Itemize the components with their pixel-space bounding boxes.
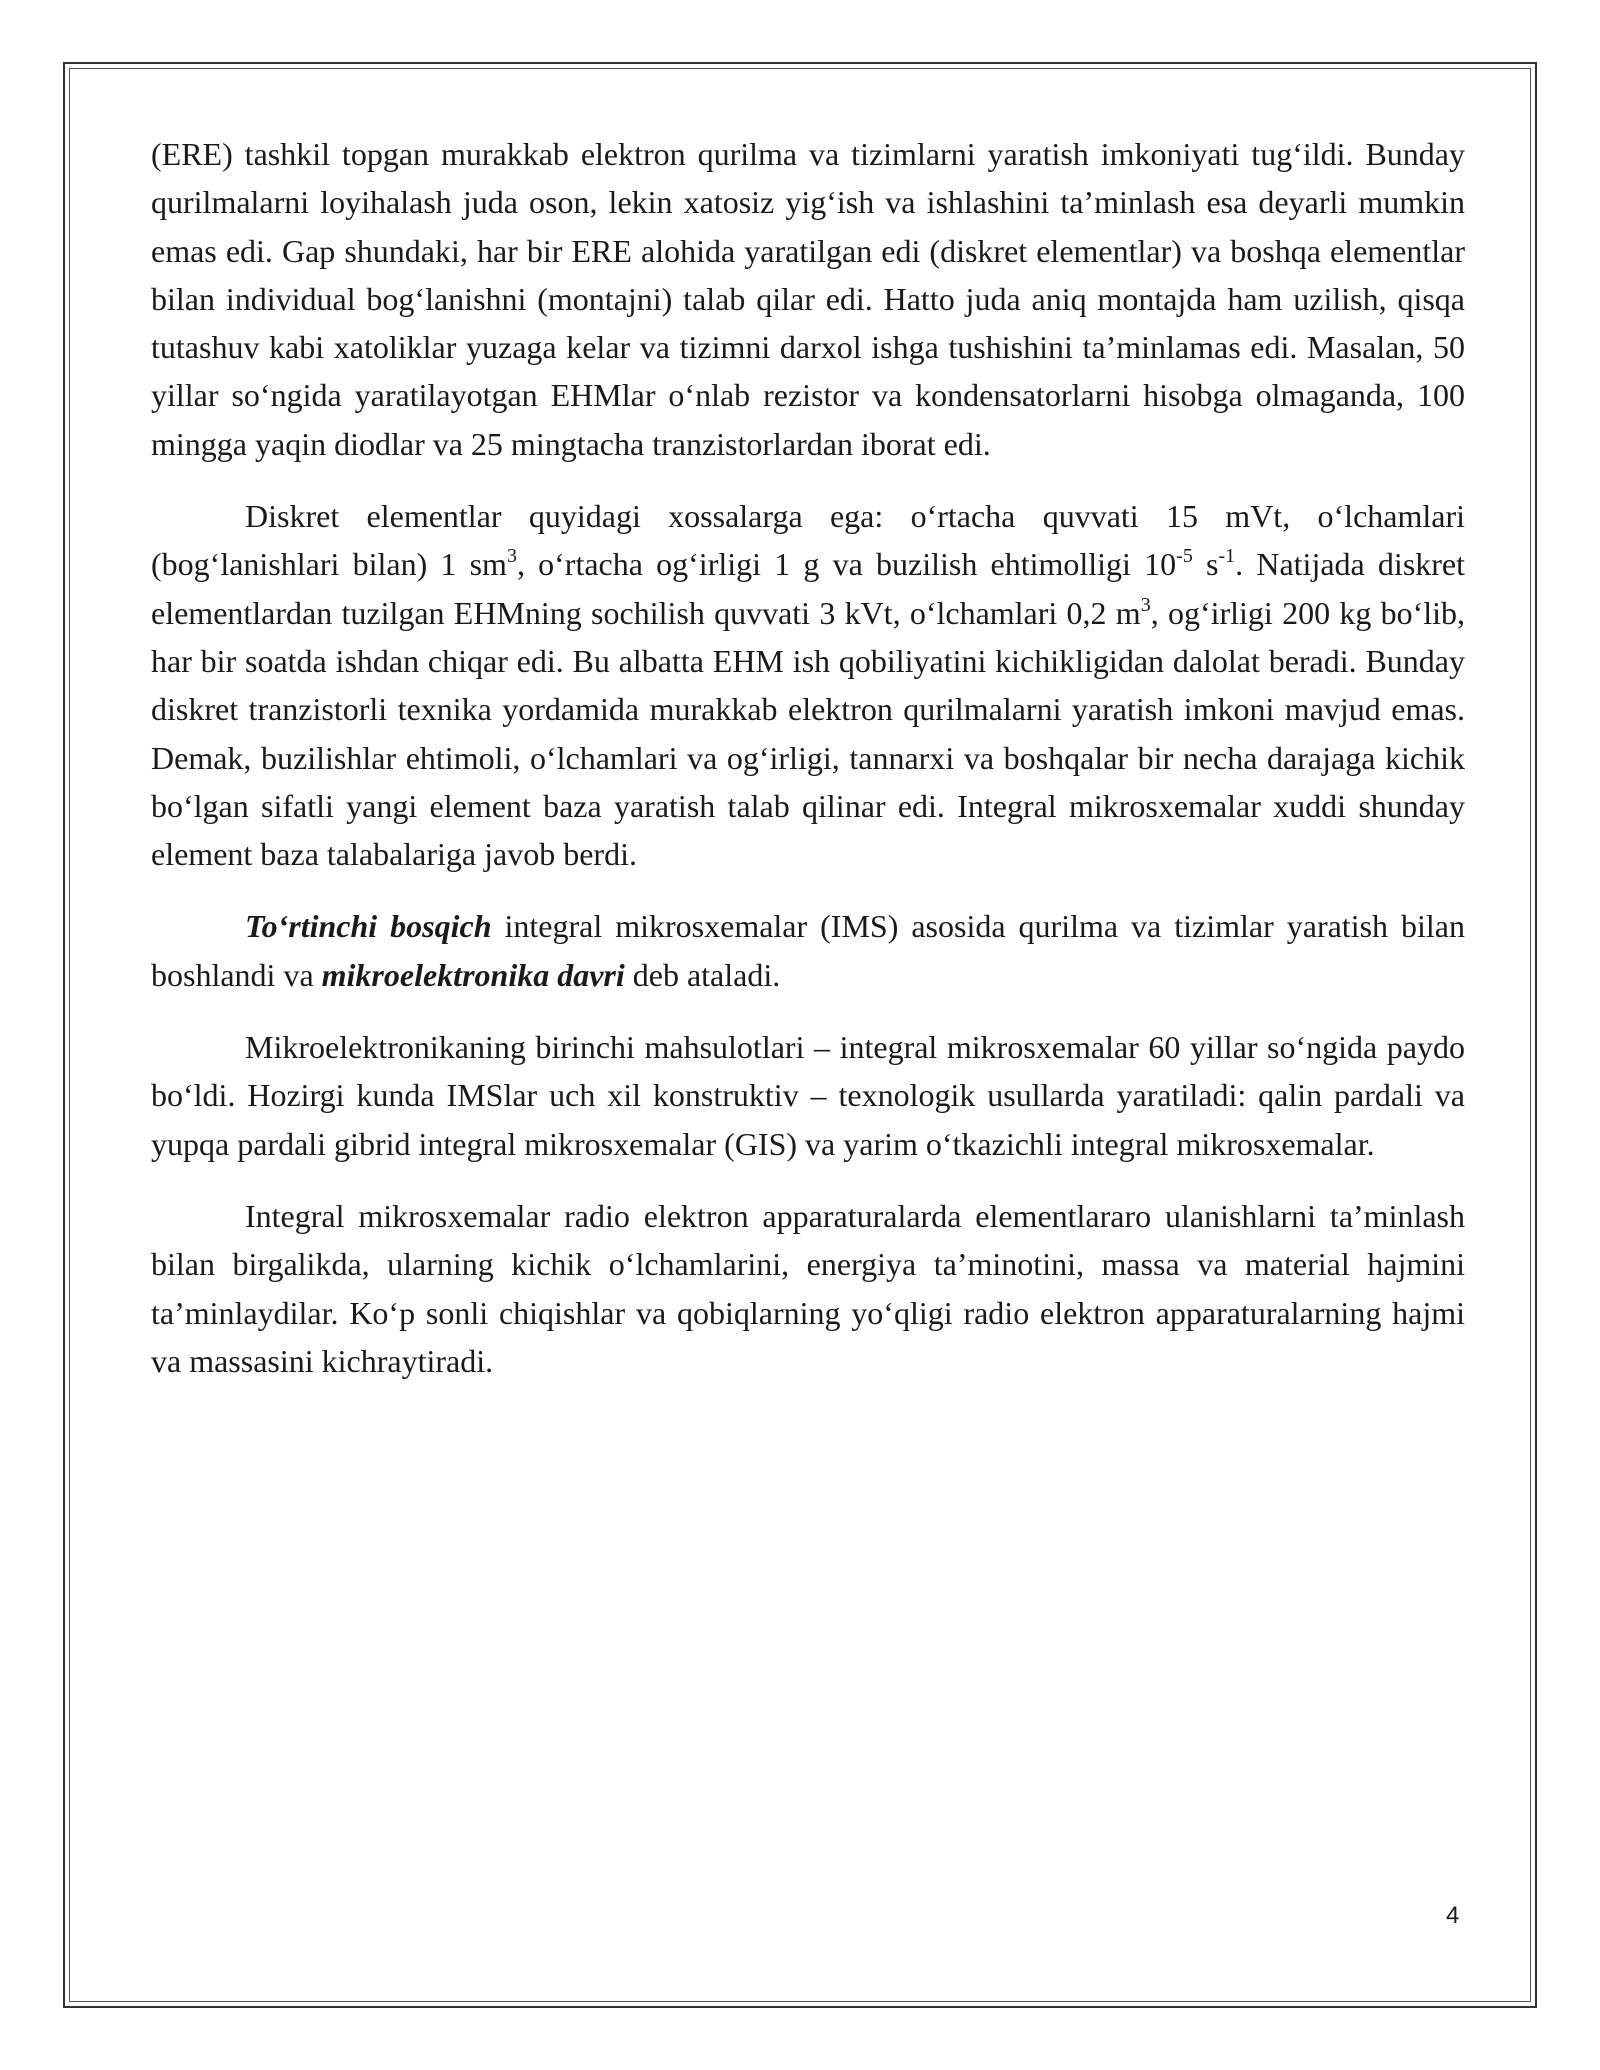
paragraph-2-text-d: . Natijada diskret elementlardan tuzilgan EHMning sochilish quvvati 3 kVt, o‘lchamlari 0,2 m [151, 546, 1466, 631]
superscript-per-second: -1 [1218, 545, 1236, 568]
emphasis-fourth-stage: To‘rtinchi bosqich [245, 908, 492, 945]
superscript-exponent: -5 [1176, 545, 1193, 568]
page-number: 4 [1446, 1902, 1460, 1929]
paragraph-2 [151, 492, 1465, 878]
paragraph-2-text-e: , og‘irligi 200 kg bo‘lib, har bir soatda ishdan chiqar edi. Bu albatta EHM ish qobiliyatini kichikligidan dalolat beradi. Bunday diskret tranzistorli texnika yordamida murakkab elektron qurilmalarni yaratish imkoni mavjud emas. Demak, buzilishlar ehtimoli, o‘lchamlari va og‘irligi, tannarxi va boshqalar bir necha darajaga kichik bo‘lgan sifatli yangi element baza yaratish talab qilinar edi. Integral mikrosxemalar xuddi shunday element baza talabalariga javob berdi. [151, 594, 1466, 873]
document-body [151, 130, 1465, 1409]
emphasis-microelectronics-era: mikroelektronika davri [321, 956, 625, 993]
paragraph-1: (ERE) tashkil topgan murakkab elektron qurilma va tizimlarni yaratish imkoniyati tug‘ildi. Bunday qurilmalarni loyihalash juda oson, lekin xatosiz yig‘ish va ishlashini ta’minlash esa deyarli mumkin emas edi. Gap shundaki, har bir ERE alohida yaratilgan edi (diskret elementlar) va boshqa elementlar bilan individual bog‘lanishni (montajni) talab qilar edi. Hatto juda aniq montajda ham uzilish, qisqa tutashuv kabi xatoliklar yuzaga kelar va tizimni darxol ishga tushishini ta’minlamas edi. Masalan, 50 yillar so‘ngida yaratilayotgan EHMlar o‘nlab rezistor va kondensatorlarni hisobga olmaganda, 100 mingga yaqin diodlar va 25 mingtacha tranzistorlardan iborat edi. [151, 136, 1465, 462]
superscript-cube-2: 3 [1140, 593, 1151, 616]
paragraph-3-text-a: integral mikrosxemalar (IMS) asosida qurilma va tizimlar yaratish bilan boshlandi va [151, 908, 1465, 993]
superscript-cube: 3 [506, 545, 517, 568]
paragraph-2-text-c: s [1192, 546, 1219, 583]
paragraph-3 [151, 902, 1465, 999]
paragraph-2-text-a: Diskret elementlar quyidagi xossalarga ega: o‘rtacha quvvati 15 mVt, o‘lchamlari (bog‘lanishlari bilan) 1 sm [151, 498, 1465, 583]
paragraph-4: Mikroelektronikaning birinchi mahsulotlari – integral mikrosxemalar 60 yillar so‘ngida paydo bo‘ldi. Hozirgi kunda IMSlar uch xil konstruktiv – texnologik usullarda yaratiladi: qalin pardali va yupqa pardali gibrid integral mikrosxemalar (GIS) va yarim o‘tkazichli integral mikrosxemalar. [151, 1029, 1465, 1162]
paragraph-2-text-b: , o‘rtacha og‘irligi 1 g va buzilish ehtimolligi 10 [516, 546, 1177, 583]
paragraph-3-text-b: deb ataladi. [624, 956, 781, 993]
paragraph-5: Integral mikrosxemalar radio elektron apparaturalarda elementlararo ulanishlarni ta’minlash bilan birgalikda, ularning kichik o‘lchamlarini, energiya ta’minotini, massa va material hajmini ta’minlaydilar. Ko‘p sonli chiqishlar va qobiqlarning yo‘qligi radio elektron apparaturalarning hajmi va massasini kichraytiradi. [151, 1197, 1465, 1379]
